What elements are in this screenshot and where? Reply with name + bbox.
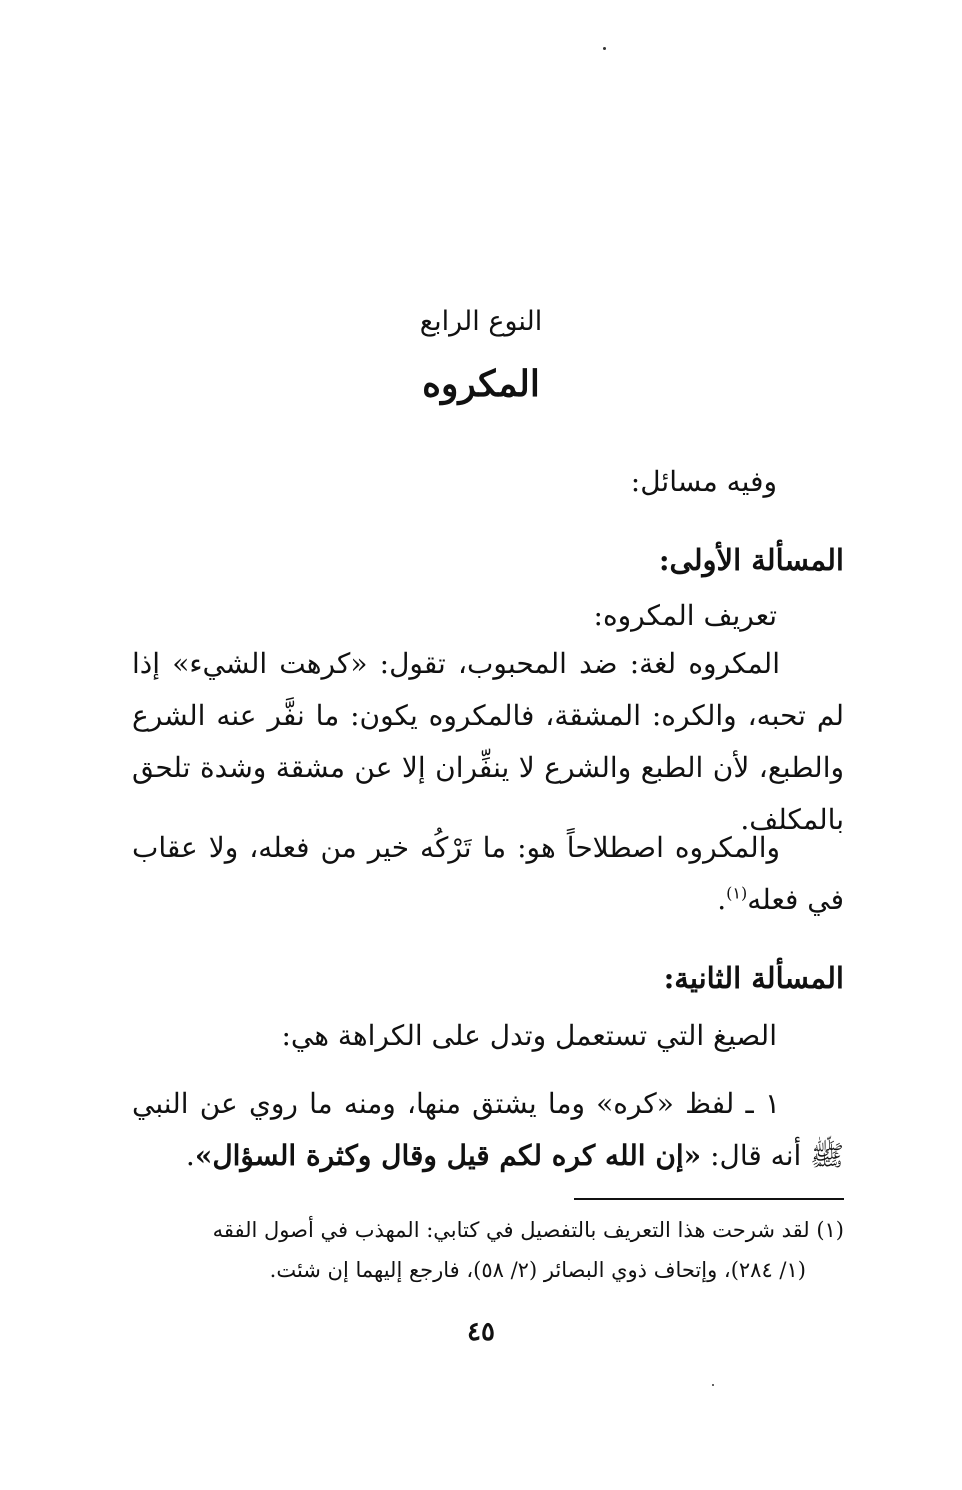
intro-text: وفيه مسائل:: [630, 465, 777, 498]
footnote-marker: (١): [726, 883, 748, 903]
chapter-title: المكروه: [422, 363, 540, 405]
footnote-line-1: (١) لقد شرحت هذا التعريف بالتفصيل في كتابي: المهذب في أصول الفقه: [212, 1218, 844, 1242]
section1-heading: المسألة الأولى:: [658, 543, 844, 577]
item-1-end: .: [185, 1139, 195, 1172]
chapter-kicker: النوع الرابع: [419, 306, 543, 337]
scan-speck: [712, 1384, 714, 1386]
section1-paragraph-1: المكروه لغة: ضد المحبوب، تقول: «كرهت الشيء» إذا لم تحبه، والكره: المشقة، فالمكروه يكون: ما نفَّر عنه الشرع والطبع، لأن الطبع والشرع لا ينفِّران إلا عن مشقة وشدة تلحق بالمكلف.: [132, 647, 844, 836]
footnote-line-2: (١/ ٢٨٤)، وإتحاف ذوي البصائر (٢/ ٥٨)، فارجع إليهما إن شئت.: [269, 1258, 806, 1282]
paragraph-2-text: والمكروه اصطلاحاً هو: ما تَرْكُه خير من فعله، ولا عقاب في فعله: [132, 831, 844, 916]
section2-item-1: [132, 1078, 844, 1182]
section1-paragraph-2: [132, 822, 844, 926]
section1-subheading: تعريف المكروه:: [593, 599, 777, 632]
hadith-quote: «إن الله كره لكم قيل وقال وكثرة السؤال»: [194, 1139, 702, 1172]
item-1-text: ١ ـ لفظ «كره» وما يشتق منها، ومنه ما روي عن النبي ﷺ أنه قال:: [132, 1087, 844, 1172]
paragraph-2-end: .: [717, 883, 727, 916]
footnote-divider: [574, 1198, 844, 1200]
scan-speck: [603, 47, 606, 50]
footnote: [132, 1210, 844, 1290]
section2-subheading: الصيغ التي تستعمل وتدل على الكراهة هي:: [281, 1019, 777, 1052]
page-number: ٤٥: [467, 1317, 495, 1347]
section2-heading: المسألة الثانية:: [663, 961, 844, 995]
